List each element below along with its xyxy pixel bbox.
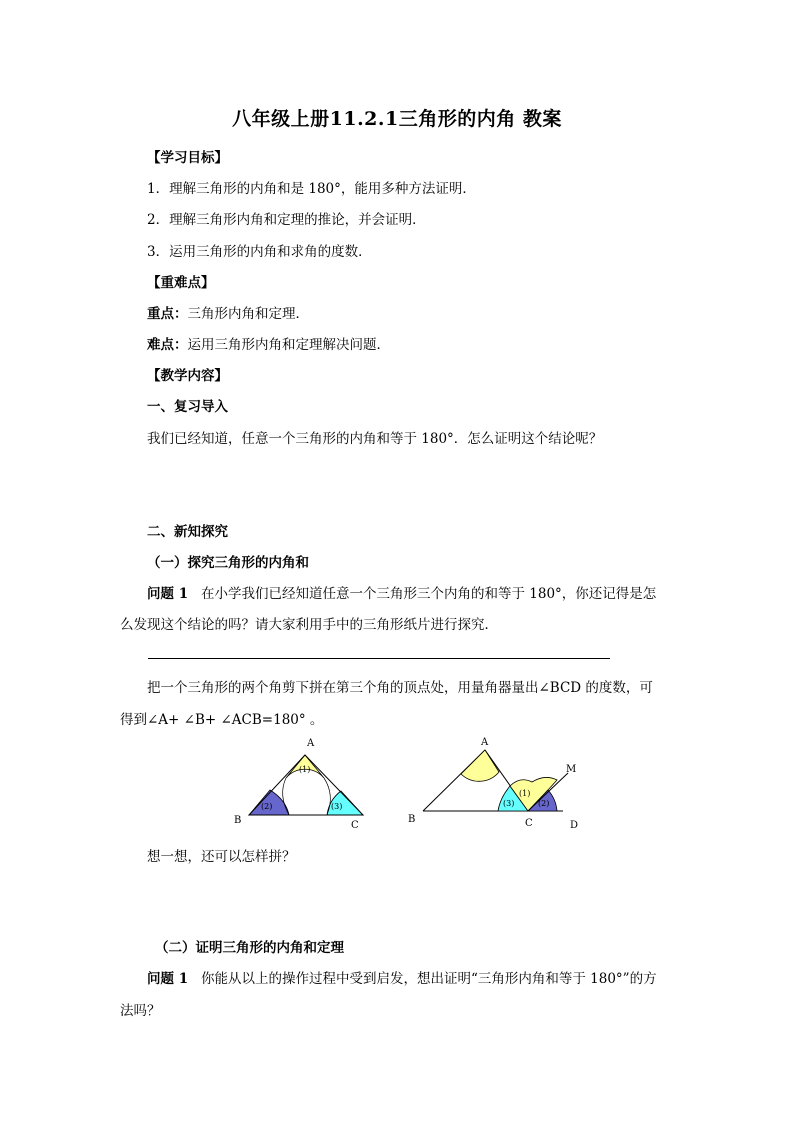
- left-label-angle1: (1): [299, 765, 311, 774]
- difficult-text: 运用三角形内角和定理解决问题．: [187, 337, 390, 353]
- goal-item-2: 2．理解三角形内角和定理的推论，并会证明．: [147, 212, 426, 228]
- content-heading: 【教学内容】: [147, 368, 228, 384]
- right-label-a: A: [481, 737, 489, 748]
- part1-heading: 一、复习导入: [147, 399, 228, 415]
- left-label-angle3: (3): [331, 802, 343, 811]
- key-point-line: [147, 302, 309, 322]
- right-label-m: M: [566, 764, 577, 775]
- right-label-d: D: [570, 820, 579, 831]
- key-points-heading: 【重难点】: [147, 275, 215, 291]
- question2-line2: 法吗？: [120, 1003, 161, 1019]
- part1-text: 我们已经知道，任意一个三角形的内角和等于 180°．怎么证明这个结论呢？: [147, 431, 603, 447]
- right-label-c: C: [525, 818, 533, 829]
- document-title: 八年级上册11.2.1三角形的内角 教案: [232, 108, 562, 130]
- right-label-angle3: (3): [503, 799, 515, 808]
- angle-sum-figure: [225, 732, 595, 837]
- goal-item-3: 3．运用三角形的内角和求角的度数．: [147, 244, 372, 260]
- difficult-label: 难点：: [147, 337, 188, 353]
- right-angle1-sector-at-a: [461, 750, 499, 781]
- left-triangle-figure: [234, 738, 363, 831]
- question2-text: 你能从以上的操作过程中受到启发，想出证明“三角形内角和等于 180°”的方: [200, 971, 657, 987]
- answer-blank-line: [148, 658, 610, 659]
- left-label-a: A: [307, 738, 315, 749]
- right-triangle-figure: [408, 737, 578, 831]
- left-label-angle2: (2): [261, 802, 273, 811]
- left-label-b: B: [234, 815, 242, 826]
- question1-label: 问题 1: [147, 586, 189, 602]
- goals-heading: 【学习目标】: [147, 150, 228, 166]
- answer-line1: 把一个三角形的两个角剪下拼在第三个角的顶点处，用量角器量出∠BCD 的度数，可: [147, 680, 653, 696]
- answer-line2: 得到∠A+ ∠B+ ∠ACB=180° 。: [120, 712, 324, 728]
- sub1-heading: （一）探究三角形的内角和: [147, 555, 309, 571]
- part2-heading: 二、新知探究: [147, 524, 228, 540]
- question1-line2: 么发现这个结论的吗？请大家利用手中的三角形纸片进行探究．: [120, 617, 498, 633]
- goal-item-1: 1．理解三角形的内角和是 180°，能用多种方法证明．: [147, 181, 476, 197]
- question1-text: 在小学我们已经知道任意一个三角形三个内角的和等于 180°，你还记得是怎: [200, 586, 657, 602]
- question2-label: 问题 1: [147, 971, 189, 987]
- sub2-heading: （二）证明三角形的内角和定理: [155, 940, 344, 956]
- think-prompt: 想一想，还可以怎样拼？: [147, 849, 296, 865]
- key-text: 三角形内角和定理．: [187, 306, 309, 322]
- question1-line1: [147, 582, 656, 602]
- difficult-point-line: [147, 333, 390, 353]
- key-label: 重点：: [147, 306, 188, 322]
- left-label-c: C: [351, 820, 359, 831]
- right-label-angle2: (2): [538, 799, 550, 808]
- question2-line1: [147, 967, 657, 987]
- right-label-b: B: [408, 814, 416, 825]
- right-label-angle1: (1): [519, 789, 531, 798]
